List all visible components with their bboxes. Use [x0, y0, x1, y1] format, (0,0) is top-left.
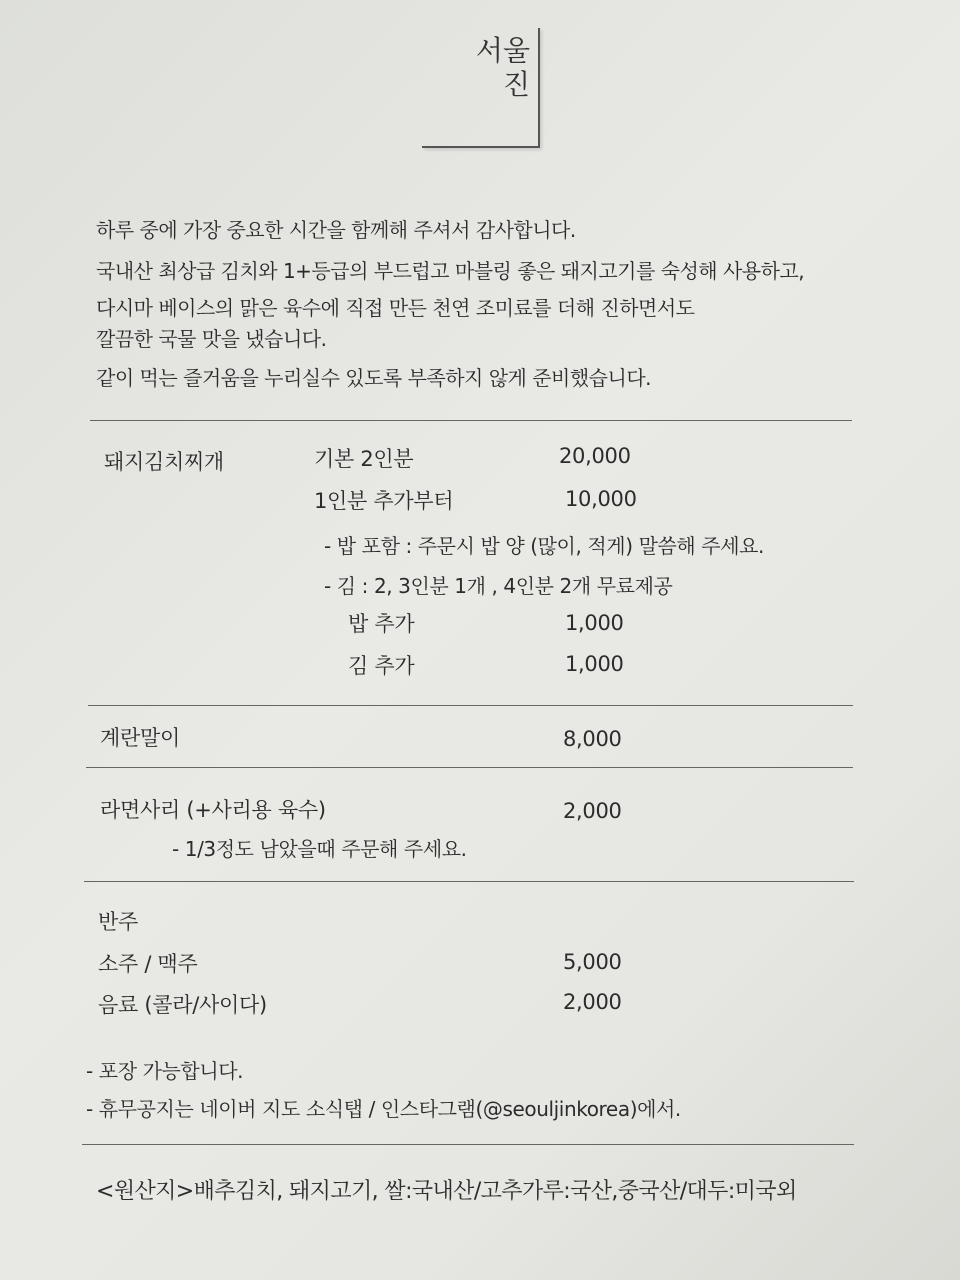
menu-item-name: 계란말이: [100, 726, 180, 750]
menu-note: - 김 : 2, 3인분 1개 , 4인분 2개 무료제공: [324, 574, 673, 598]
menu-item-price: 8,000: [563, 727, 622, 751]
menu-option-price: 1,000: [565, 652, 624, 676]
menu-option-price: 1,000: [565, 611, 624, 635]
logo-text: 서울진: [475, 34, 530, 101]
menu-item-name: 라면사리 (+사리용 육수): [100, 798, 326, 822]
menu-item-price: 5,000: [563, 950, 622, 974]
menu-option-price: 20,000: [559, 444, 631, 468]
origin-notice: <원산지>배추김치, 돼지고기, 쌀:국내산/고추가루:국산,중국산/대두:미국외: [96, 1179, 797, 1204]
restaurant-logo: [422, 28, 540, 148]
menu-option-label: 기본 2인분: [314, 447, 414, 471]
menu-item-name: 음료 (콜라/사이다): [98, 993, 267, 1017]
menu-option-label: 밥 추가: [348, 612, 415, 636]
divider: [84, 881, 854, 882]
menu-option-label: 1인분 추가부터: [314, 489, 454, 513]
intro-line-5: 같이 먹는 즐거움을 누리실수 있도록 부족하지 않게 준비했습니다.: [96, 366, 651, 390]
divider: [88, 705, 853, 706]
section-heading: 반주: [98, 910, 138, 934]
divider: [86, 767, 853, 768]
menu-note: - 1/3정도 남았을때 주문해 주세요.: [172, 837, 467, 861]
notice-takeout: - 포장 가능합니다.: [86, 1059, 244, 1083]
intro-line-1: 하루 중에 가장 중요한 시간을 함께해 주셔서 감사합니다.: [96, 218, 576, 242]
menu-item-price: 2,000: [563, 990, 622, 1014]
menu-note: - 밥 포함 : 주문시 밥 양 (많이, 적게) 말씀해 주세요.: [324, 534, 765, 558]
menu-option-label: 김 추가: [348, 654, 415, 678]
menu-item-name: 돼지김치찌개: [104, 450, 224, 474]
intro-line-2: 국내산 최상급 김치와 1+등급의 부드럽고 마블링 좋은 돼지고기를 숙성해 사용하고,: [96, 259, 805, 283]
intro-line-4: 깔끔한 국물 맛을 냈습니다.: [96, 327, 327, 351]
divider: [82, 1144, 854, 1145]
menu-option-price: 10,000: [565, 487, 637, 511]
divider: [90, 420, 852, 421]
intro-line-3: 다시마 베이스의 맑은 육수에 직접 만든 천연 조미료를 더해 진하면서도: [96, 296, 695, 320]
menu-item-price: 2,000: [563, 799, 622, 823]
menu-item-name: 소주 / 맥주: [98, 952, 198, 976]
notice-holiday: - 휴무공지는 네이버 지도 소식탭 / 인스타그램(@seouljinkorea)에서.: [86, 1097, 681, 1121]
